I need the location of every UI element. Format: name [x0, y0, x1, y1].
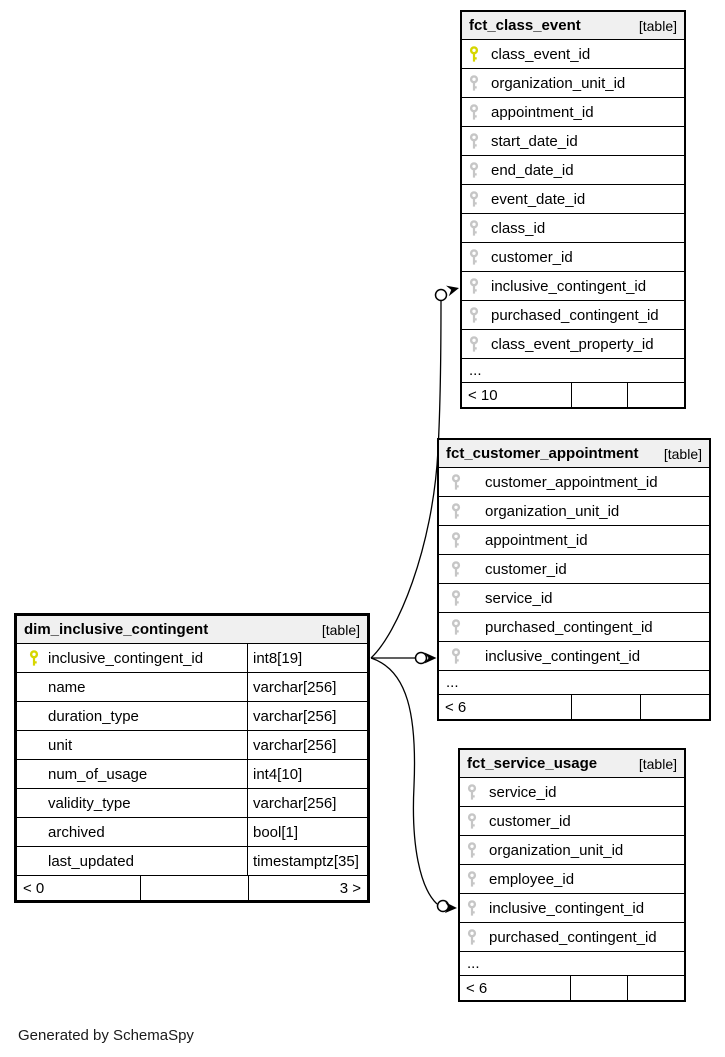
degree-cell-1 — [571, 383, 628, 407]
degree-cell-2 — [627, 976, 684, 1000]
degree-cell-1 — [570, 976, 627, 1000]
column-name: inclusive_contingent_id — [48, 649, 204, 667]
column-row-class_event_property_id — [462, 330, 684, 359]
column-row-num_of_usage — [17, 760, 367, 789]
no-key-spacer — [29, 737, 39, 754]
foreign-key-icon — [451, 503, 461, 520]
column-row-start_date_id — [462, 127, 684, 156]
column-type: varchar[256] — [247, 673, 367, 701]
more-columns-ellipsis: ... — [439, 671, 709, 695]
column-name: inclusive_contingent_id — [489, 899, 645, 917]
table-degree-footer — [17, 876, 367, 900]
column-row-service_id — [460, 778, 684, 807]
zero-many-circle — [436, 290, 447, 301]
foreign-key-icon — [467, 813, 477, 830]
column-row-organization_unit_id — [439, 497, 709, 526]
no-key-spacer — [29, 679, 39, 696]
column-name: customer_appointment_id — [485, 473, 658, 491]
column-name: organization_unit_id — [485, 502, 620, 520]
table-node-dim_inclusive_contingent[interactable] — [14, 613, 370, 903]
column-row-inclusive_contingent_id — [17, 644, 367, 673]
column-name: num_of_usage — [48, 765, 148, 783]
column-row-duration_type — [17, 702, 367, 731]
column-row-customer_appointment_id — [439, 468, 709, 497]
degree-cell-0: < 6 — [445, 698, 467, 716]
column-row-purchased_contingent_id — [460, 923, 684, 952]
column-name: event_date_id — [491, 190, 586, 208]
table-tag: [table] — [321, 621, 360, 638]
column-name: appointment_id — [491, 103, 594, 121]
column-row-name — [17, 673, 367, 702]
foreign-key-icon — [469, 336, 479, 353]
no-key-spacer — [29, 795, 39, 812]
table-tag: [table] — [638, 755, 677, 772]
column-row-event_date_id — [462, 185, 684, 214]
more-columns-ellipsis: ... — [460, 952, 684, 976]
table-name: fct_customer_appointment — [446, 445, 639, 462]
column-row-service_id — [439, 584, 709, 613]
foreign-key-icon — [469, 104, 479, 121]
zero-many-circle — [416, 653, 427, 664]
column-row-customer_id — [439, 555, 709, 584]
column-row-appointment_id — [439, 526, 709, 555]
column-name: customer_id — [491, 248, 573, 266]
table-tag: [table] — [638, 17, 677, 34]
generated-by-note: Generated by SchemaSpy — [18, 1027, 194, 1044]
foreign-key-icon — [451, 474, 461, 491]
column-type: timestamptz[35] — [247, 847, 367, 875]
table-header[interactable] — [439, 440, 709, 468]
foreign-key-icon — [451, 590, 461, 607]
column-row-employee_id — [460, 865, 684, 894]
column-row-validity_type — [17, 789, 367, 818]
foreign-key-icon — [467, 900, 477, 917]
column-name: appointment_id — [485, 531, 588, 549]
column-name: start_date_id — [491, 132, 578, 150]
column-row-organization_unit_id — [462, 69, 684, 98]
foreign-key-icon — [469, 133, 479, 150]
foreign-key-icon — [451, 648, 461, 665]
column-name: customer_id — [485, 560, 567, 578]
no-key-spacer — [29, 824, 39, 841]
column-row-inclusive_contingent_id — [462, 272, 684, 301]
column-name: service_id — [489, 783, 557, 801]
column-row-purchased_contingent_id — [439, 613, 709, 642]
column-row-last_updated — [17, 847, 367, 876]
foreign-key-icon — [467, 871, 477, 888]
table-node-fct_service_usage[interactable] — [458, 748, 686, 1002]
foreign-key-icon — [469, 220, 479, 237]
column-row-class_id — [462, 214, 684, 243]
degree-cell-1 — [140, 876, 249, 900]
primary-key-icon — [469, 46, 479, 63]
column-name: name — [48, 678, 86, 696]
table-degree-footer — [439, 695, 709, 719]
foreign-key-icon — [467, 929, 477, 946]
table-node-fct_class_event[interactable] — [460, 10, 686, 409]
table-degree-footer — [462, 383, 684, 407]
column-name: purchased_contingent_id — [485, 618, 653, 636]
column-name: duration_type — [48, 707, 139, 725]
column-type: varchar[256] — [247, 702, 367, 730]
column-type: bool[1] — [247, 818, 367, 846]
degree-cell-1 — [571, 695, 640, 719]
column-type: int4[10] — [247, 760, 367, 788]
no-key-spacer — [29, 708, 39, 725]
table-header[interactable] — [17, 616, 367, 644]
arrowhead-icon — [446, 283, 460, 297]
zero-many-circle — [438, 901, 449, 912]
column-name: service_id — [485, 589, 553, 607]
column-name: unit — [48, 736, 73, 754]
degree-cell-0: < 0 — [23, 879, 45, 897]
column-name: inclusive_contingent_id — [491, 277, 647, 295]
column-row-inclusive_contingent_id — [439, 642, 709, 671]
foreign-key-icon — [451, 619, 461, 636]
degree-cell-2 — [627, 383, 684, 407]
column-row-archived — [17, 818, 367, 847]
table-name: fct_class_event — [469, 17, 581, 34]
column-row-inclusive_contingent_id — [460, 894, 684, 923]
table-header[interactable] — [462, 12, 684, 40]
column-name: archived — [48, 823, 105, 841]
column-row-customer_id — [462, 243, 684, 272]
column-name: validity_type — [48, 794, 131, 812]
foreign-key-icon — [451, 532, 461, 549]
degree-cell-0: < 10 — [468, 386, 498, 404]
foreign-key-icon — [469, 75, 479, 92]
column-name: end_date_id — [491, 161, 574, 179]
column-row-appointment_id — [462, 98, 684, 127]
column-name: organization_unit_id — [491, 74, 626, 92]
column-name: inclusive_contingent_id — [485, 647, 641, 665]
column-row-customer_id — [460, 807, 684, 836]
column-name: class_id — [491, 219, 546, 237]
column-name: organization_unit_id — [489, 841, 624, 859]
column-name: class_event_property_id — [491, 335, 654, 353]
column-name: last_updated — [48, 852, 134, 870]
column-row-organization_unit_id — [460, 836, 684, 865]
foreign-key-icon — [467, 842, 477, 859]
foreign-key-icon — [451, 561, 461, 578]
table-node-fct_customer_appointment[interactable] — [437, 438, 711, 721]
degree-cell-2: 3 > — [248, 876, 367, 900]
column-name: employee_id — [489, 870, 575, 888]
table-degree-footer — [460, 976, 684, 1000]
column-type: varchar[256] — [247, 789, 367, 817]
primary-key-icon — [29, 650, 39, 667]
foreign-key-icon — [469, 307, 479, 324]
foreign-key-icon — [469, 191, 479, 208]
table-name: dim_inclusive_contingent — [24, 621, 209, 638]
foreign-key-icon — [469, 162, 479, 179]
column-row-unit — [17, 731, 367, 760]
column-name: class_event_id — [491, 45, 591, 63]
column-name: customer_id — [489, 812, 571, 830]
table-tag: [table] — [663, 445, 702, 462]
foreign-key-icon — [469, 278, 479, 295]
degree-cell-2 — [640, 695, 709, 719]
no-key-spacer — [29, 853, 39, 870]
column-row-end_date_id — [462, 156, 684, 185]
foreign-key-icon — [469, 249, 479, 266]
column-type: int8[19] — [247, 644, 367, 672]
degree-cell-0: < 6 — [466, 979, 488, 997]
column-name: purchased_contingent_id — [489, 928, 657, 946]
more-columns-ellipsis: ... — [462, 359, 684, 383]
foreign-key-icon — [467, 784, 477, 801]
column-row-class_event_id — [462, 40, 684, 69]
column-type: varchar[256] — [247, 731, 367, 759]
table-name: fct_service_usage — [467, 755, 598, 772]
table-header[interactable] — [460, 750, 684, 778]
column-name: purchased_contingent_id — [491, 306, 659, 324]
column-row-purchased_contingent_id — [462, 301, 684, 330]
no-key-spacer — [29, 766, 39, 783]
